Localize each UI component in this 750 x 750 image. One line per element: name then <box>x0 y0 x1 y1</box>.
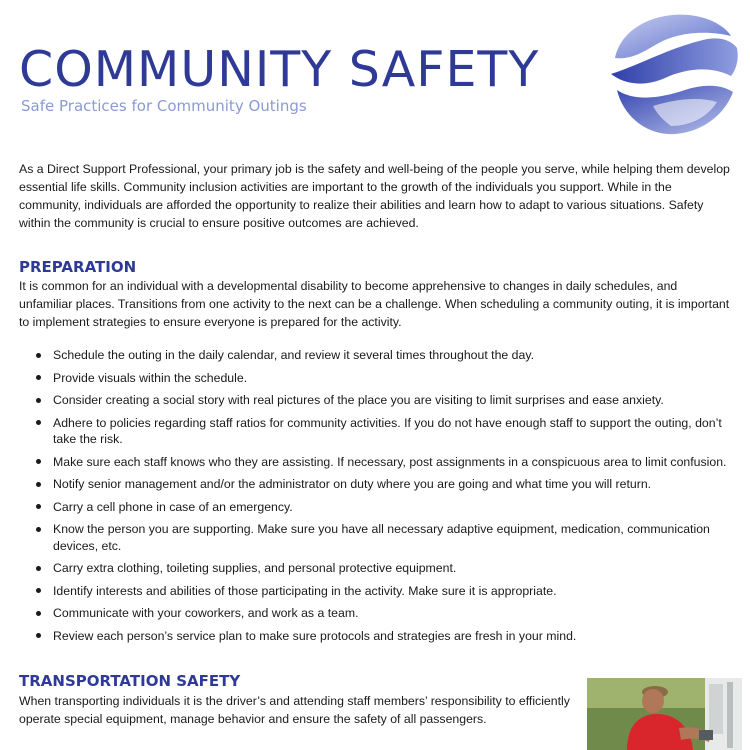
list-item: Carry a cell phone in case of an emergency. <box>33 499 733 516</box>
page-title: COMMUNITY SAFETY <box>19 41 540 98</box>
list-item: Know the person you are supporting. Make sure you have all necessary adaptive equipment, medication, communication devices, etc. <box>33 521 733 554</box>
page-subtitle: Safe Practices for Community Outings <box>21 97 307 115</box>
transportation-paragraph: When transporting individuals it is the driver’s and attending staff members’ responsibility to efficiently operate special equipment, manage behavior and ensure the safety of all passengers. <box>19 694 570 726</box>
staff-at-van-photo <box>587 678 742 750</box>
list-item: Identify interests and abilities of those participating in the activity. Make sure it is appropriate. <box>33 583 733 600</box>
globe-ribbon-logo <box>607 10 740 138</box>
list-item: Provide visuals within the schedule. <box>33 370 733 387</box>
preparation-paragraph: It is common for an individual with a developmental disability to become apprehensive to changes in daily schedules, and unfamiliar places. Transitions from one activity to the next can be a challenge. When scheduling a community outing, it is important to implement strategies to ensure everyone is prepared for the activity. <box>19 279 730 329</box>
list-item: Carry extra clothing, toileting supplies, and personal protective equipment. <box>33 560 733 577</box>
list-item: Schedule the outing in the daily calendar, and review it several times throughout the day. <box>33 347 733 364</box>
list-item: Notify senior management and/or the administrator on duty where you are going and what time you will return. <box>33 476 733 493</box>
intro-paragraph: As a Direct Support Professional, your primary job is the safety and well-being of the people you serve, while helping them develop essential life skills. Community inclusion activities are important to the growth of the individuals you support. While in the community, individuals are afforded the opportunity to realize their abilities and learn how to adapt to various situations. Safety within the community is crucial to ensure positive outcomes are achieved. <box>19 162 730 230</box>
list-item: Make sure each staff knows who they are assisting. If necessary, post assignments in a conspicuous area to limit confusion. <box>33 454 733 471</box>
list-item: Consider creating a social story with real pictures of the place you are visiting to limit surprises and ease anxiety. <box>33 392 733 409</box>
list-item: Communicate with your coworkers, and work as a team. <box>33 605 733 622</box>
list-item: Adhere to policies regarding staff ratios for community activities. If you do not have enough staff to support the outing, don’t take the risk. <box>33 415 733 448</box>
preparation-heading: PREPARATION <box>19 258 137 276</box>
preparation-list <box>33 347 733 650</box>
list-item: Review each person’s service plan to make sure protocols and strategies are fresh in your mind. <box>33 628 733 645</box>
transportation-heading: TRANSPORTATION SAFETY <box>19 672 241 690</box>
